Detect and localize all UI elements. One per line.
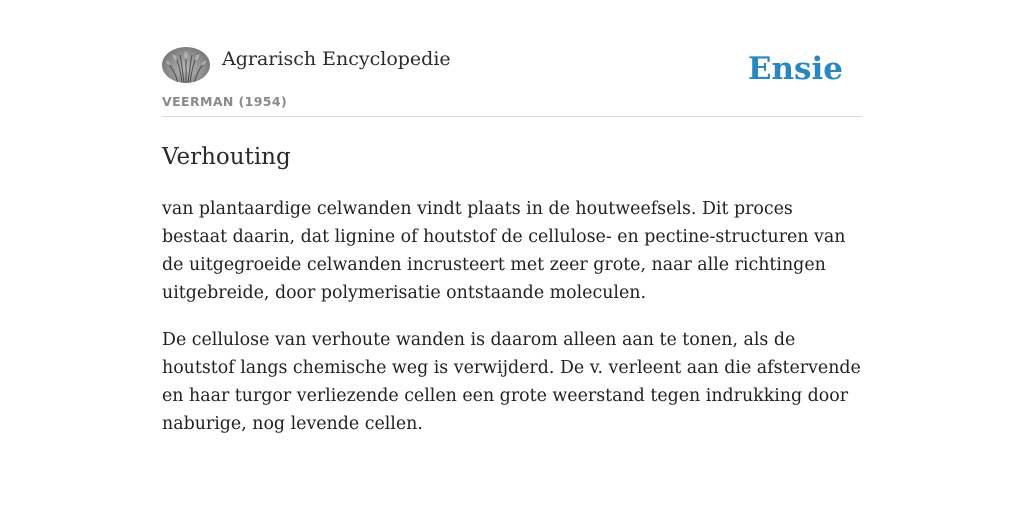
entry-body [162,195,862,438]
entry-title: Verhouting [162,144,291,170]
entry-paragraph: De cellulose van verhoute wanden is daarom alleen aan te tonen, als de houtstof langs chemische weg is verwijderd. De v. verleent aan die afstervende en haar turgor verliezende cellen een grote weerstand tegen indrukking door naburige, nog levende cellen. [162,330,861,434]
wheat-logo-icon[interactable] [162,47,210,83]
source-author: VEERMAN (1954) [162,94,288,109]
brand-logo[interactable]: Ensie [747,51,843,87]
page-container [162,46,862,457]
entry-paragraph: van plantaardige celwanden vindt plaats in de houtweefsels. Dit proces bestaat daarin, dat lignine of houtstof de cellulose- en pectine-structuren van de uitgegroeide celwanden incrusteert met zeer grote, naar alle richtingen uitgebreide, door polymerisatie ontstaande moleculen. [162,199,846,303]
source-title[interactable]: Agrarisch Encyclopedie [222,48,451,70]
source-header [162,46,862,117]
